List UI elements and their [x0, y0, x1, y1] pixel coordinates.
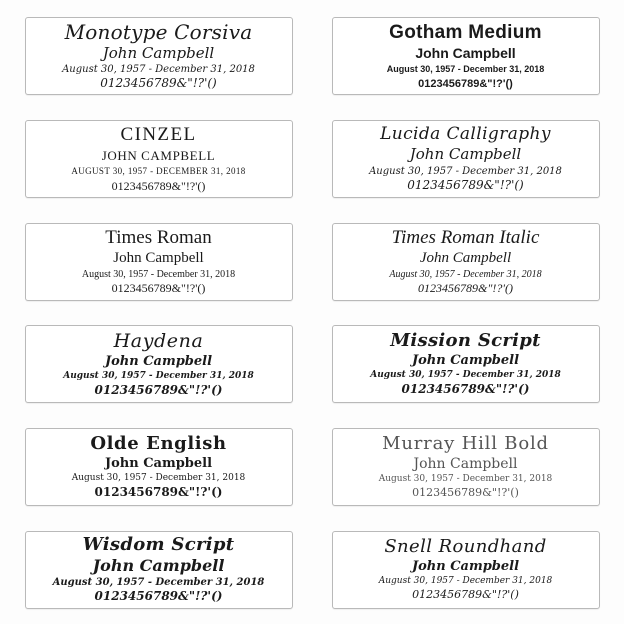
font-sample-cell [10, 6, 307, 107]
font-plaque[interactable] [25, 120, 293, 198]
sample-person-name: John Campbell [413, 455, 518, 472]
font-sample-cell [10, 519, 307, 620]
sample-person-name: John Campbell [411, 353, 520, 369]
sample-dates: August 30, 1957 - December 31, 2018 [63, 370, 254, 381]
sample-dates: August 30, 1957 - December 31, 2018 [378, 474, 553, 485]
font-sample-cell [317, 109, 614, 210]
sample-dates: August 30, 1957 - December 31, 2018 [386, 64, 545, 74]
font-style-name: Haydena [113, 329, 204, 352]
sample-person-name: John Campbell [102, 43, 215, 62]
font-plaque[interactable] [25, 325, 293, 403]
sample-person-name: John Campbell [104, 455, 213, 471]
font-style-name: Olde English [90, 432, 227, 454]
sample-person-name: John Campbell [113, 249, 204, 266]
sample-dates: August 30, 1957 - December 31, 2018 [52, 577, 265, 589]
font-style-name: Mission Script [390, 330, 541, 352]
font-sample-cell [10, 211, 307, 312]
sample-dates: August 30, 1957 - December 31, 2018 [378, 576, 553, 587]
sample-person-name: John Campbell [104, 353, 213, 369]
font-style-name: Monotype Corsiva [64, 19, 253, 44]
sample-characters: 0123456789&"!?'() [94, 484, 223, 499]
sample-dates: August 30, 1957 - December 31, 2018 [370, 370, 561, 381]
sample-person-name: John Campbell [411, 558, 520, 574]
font-plaque[interactable] [25, 531, 293, 609]
font-sample-cell [317, 211, 614, 312]
font-sample-cell [317, 519, 614, 620]
font-sample-grid [10, 6, 614, 620]
font-style-name: CINZEL [120, 123, 197, 145]
sample-characters: 0123456789&"!?'() [401, 382, 530, 397]
sample-person-name: John Campbell [409, 145, 522, 164]
font-style-name: Wisdom Script [82, 533, 235, 555]
sample-dates: August 30, 1957 - December 31, 2018 [71, 473, 246, 484]
sample-characters: 0123456789&"!?'() [94, 382, 223, 397]
font-plaque[interactable] [332, 17, 600, 95]
font-sample-cell [317, 314, 614, 415]
font-plaque[interactable] [332, 223, 600, 301]
sample-characters: 0123456789&"!?'() [412, 588, 519, 602]
font-plaque[interactable] [332, 325, 600, 403]
font-style-name: Lucida Calligraphy [380, 124, 551, 145]
sample-characters: 0123456789&"!?'() [94, 589, 223, 604]
sample-characters: 0123456789&"!?'() [111, 281, 206, 296]
font-sample-cell [317, 6, 614, 107]
sample-characters: 0123456789&"!?'() [111, 178, 206, 193]
font-style-name: Murray Hill Bold [382, 432, 549, 454]
sample-dates: August 30, 1957 - December 31, 2018 [369, 165, 562, 177]
font-plaque[interactable] [332, 120, 600, 198]
sample-characters: 0123456789&"!?'() [100, 76, 217, 91]
font-sample-cell [10, 109, 307, 210]
font-plaque[interactable] [25, 17, 293, 95]
font-plaque[interactable] [25, 428, 293, 506]
font-sample-cell [317, 417, 614, 518]
sample-person-name: JOHN CAMPBELL [101, 147, 216, 163]
font-plaque[interactable] [332, 531, 600, 609]
font-plaque[interactable] [332, 428, 600, 506]
sample-characters: 0123456789&"!?'() [407, 177, 524, 192]
font-style-name: Snell Roundhand [384, 536, 547, 558]
sample-characters: 0123456789&"!?'() [418, 77, 513, 90]
sample-person-name: John Campbell [92, 555, 225, 575]
sample-dates: AUGUST 30, 1957 - DECEMBER 31, 2018 [71, 166, 246, 177]
font-style-name: Times Roman [105, 226, 212, 248]
sample-dates: August 30, 1957 - December 31, 2018 [81, 269, 236, 281]
font-style-name: Times Roman Italic [391, 226, 540, 248]
sample-characters: 0123456789&"!?'() [412, 486, 519, 500]
font-sample-cell [10, 314, 307, 415]
font-style-name: Gotham Medium [389, 21, 542, 43]
sample-person-name: John Campbell [415, 44, 516, 61]
font-sample-cell [10, 417, 307, 518]
sample-person-name: John Campbell [419, 249, 512, 266]
font-plaque[interactable] [25, 223, 293, 301]
sample-characters: 0123456789&"!?'() [418, 281, 513, 296]
sample-dates: August 30, 1957 - December 31, 2018 [62, 64, 255, 76]
sample-dates: August 30, 1957 - December 31, 2018 [389, 269, 542, 281]
